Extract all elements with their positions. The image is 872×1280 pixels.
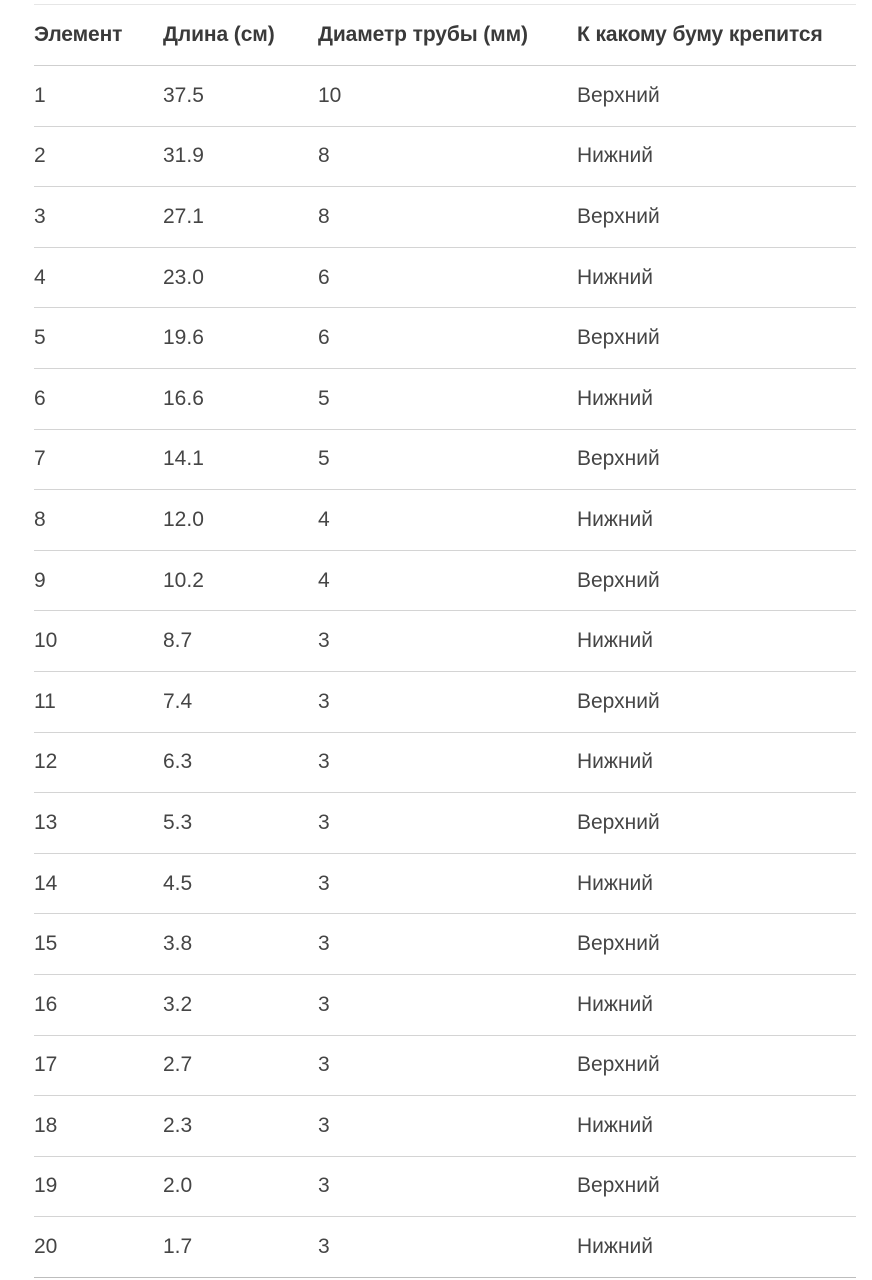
cell-tube-diameter: 3 [318, 1096, 577, 1157]
cell-length: 4.5 [163, 853, 318, 914]
cell-element-number: 7 [34, 429, 163, 490]
table-body [34, 66, 856, 1278]
cell-length: 12.0 [163, 490, 318, 551]
cell-tube-diameter: 3 [318, 1156, 577, 1217]
table-row [34, 126, 856, 187]
cell-boom: Верхний [577, 793, 856, 854]
cell-tube-diameter: 3 [318, 974, 577, 1035]
cell-boom: Нижний [577, 974, 856, 1035]
cell-tube-diameter: 3 [318, 671, 577, 732]
cell-boom: Верхний [577, 66, 856, 127]
cell-boom: Верхний [577, 914, 856, 975]
cell-length: 10.2 [163, 550, 318, 611]
cell-tube-diameter: 5 [318, 429, 577, 490]
cell-length: 19.6 [163, 308, 318, 369]
table-row [34, 368, 856, 429]
cell-tube-diameter: 6 [318, 308, 577, 369]
cell-length: 14.1 [163, 429, 318, 490]
cell-boom: Верхний [577, 671, 856, 732]
cell-element-number: 20 [34, 1217, 163, 1278]
cell-length: 23.0 [163, 247, 318, 308]
cell-element-number: 3 [34, 187, 163, 248]
cell-boom: Нижний [577, 247, 856, 308]
cell-element-number: 8 [34, 490, 163, 551]
table-row [34, 732, 856, 793]
cell-boom: Нижний [577, 126, 856, 187]
table-row [34, 793, 856, 854]
cell-tube-diameter: 8 [318, 187, 577, 248]
table-header [34, 5, 856, 66]
cell-length: 31.9 [163, 126, 318, 187]
antenna-elements-table-container [34, 4, 856, 1278]
table-row [34, 1217, 856, 1278]
cell-length: 7.4 [163, 671, 318, 732]
table-row [34, 550, 856, 611]
cell-tube-diameter: 3 [318, 853, 577, 914]
cell-length: 16.6 [163, 368, 318, 429]
cell-tube-diameter: 3 [318, 1217, 577, 1278]
table-row [34, 429, 856, 490]
cell-boom: Верхний [577, 187, 856, 248]
cell-tube-diameter: 3 [318, 793, 577, 854]
cell-tube-diameter: 3 [318, 1035, 577, 1096]
header-row [34, 5, 856, 66]
cell-element-number: 16 [34, 974, 163, 1035]
header-tube-diameter: Диаметр трубы (мм) [318, 5, 577, 66]
cell-boom: Нижний [577, 490, 856, 551]
cell-length: 3.8 [163, 914, 318, 975]
cell-boom: Верхний [577, 550, 856, 611]
cell-boom: Нижний [577, 611, 856, 672]
cell-element-number: 11 [34, 671, 163, 732]
cell-boom: Верхний [577, 1035, 856, 1096]
cell-boom: Нижний [577, 732, 856, 793]
cell-element-number: 17 [34, 1035, 163, 1096]
header-length: Длина (см) [163, 5, 318, 66]
table-row [34, 914, 856, 975]
cell-element-number: 4 [34, 247, 163, 308]
table-row [34, 308, 856, 369]
cell-element-number: 2 [34, 126, 163, 187]
cell-tube-diameter: 3 [318, 732, 577, 793]
cell-tube-diameter: 5 [318, 368, 577, 429]
cell-element-number: 13 [34, 793, 163, 854]
cell-tube-diameter: 4 [318, 490, 577, 551]
cell-element-number: 19 [34, 1156, 163, 1217]
cell-tube-diameter: 10 [318, 66, 577, 127]
antenna-elements-table [34, 5, 856, 1278]
table-row [34, 1035, 856, 1096]
table-row [34, 853, 856, 914]
table-row [34, 66, 856, 127]
table-row [34, 671, 856, 732]
header-boom: К какому буму крепится [577, 5, 856, 66]
cell-length: 8.7 [163, 611, 318, 672]
cell-element-number: 14 [34, 853, 163, 914]
cell-length: 1.7 [163, 1217, 318, 1278]
cell-tube-diameter: 6 [318, 247, 577, 308]
cell-length: 2.0 [163, 1156, 318, 1217]
cell-length: 6.3 [163, 732, 318, 793]
cell-length: 37.5 [163, 66, 318, 127]
cell-length: 3.2 [163, 974, 318, 1035]
table-row [34, 490, 856, 551]
cell-boom: Верхний [577, 429, 856, 490]
cell-length: 2.3 [163, 1096, 318, 1157]
cell-tube-diameter: 3 [318, 611, 577, 672]
cell-boom: Нижний [577, 1096, 856, 1157]
cell-element-number: 10 [34, 611, 163, 672]
cell-element-number: 1 [34, 66, 163, 127]
cell-boom: Верхний [577, 1156, 856, 1217]
cell-element-number: 12 [34, 732, 163, 793]
cell-boom: Верхний [577, 308, 856, 369]
cell-element-number: 5 [34, 308, 163, 369]
cell-tube-diameter: 8 [318, 126, 577, 187]
cell-tube-diameter: 3 [318, 914, 577, 975]
cell-element-number: 18 [34, 1096, 163, 1157]
cell-length: 5.3 [163, 793, 318, 854]
cell-boom: Нижний [577, 368, 856, 429]
cell-tube-diameter: 4 [318, 550, 577, 611]
header-element: Элемент [34, 5, 163, 66]
table-row [34, 1096, 856, 1157]
cell-element-number: 6 [34, 368, 163, 429]
cell-element-number: 15 [34, 914, 163, 975]
cell-element-number: 9 [34, 550, 163, 611]
table-row [34, 1156, 856, 1217]
cell-length: 27.1 [163, 187, 318, 248]
table-row [34, 611, 856, 672]
table-row [34, 974, 856, 1035]
table-row [34, 247, 856, 308]
cell-boom: Нижний [577, 853, 856, 914]
cell-length: 2.7 [163, 1035, 318, 1096]
table-row [34, 187, 856, 248]
cell-boom: Нижний [577, 1217, 856, 1278]
